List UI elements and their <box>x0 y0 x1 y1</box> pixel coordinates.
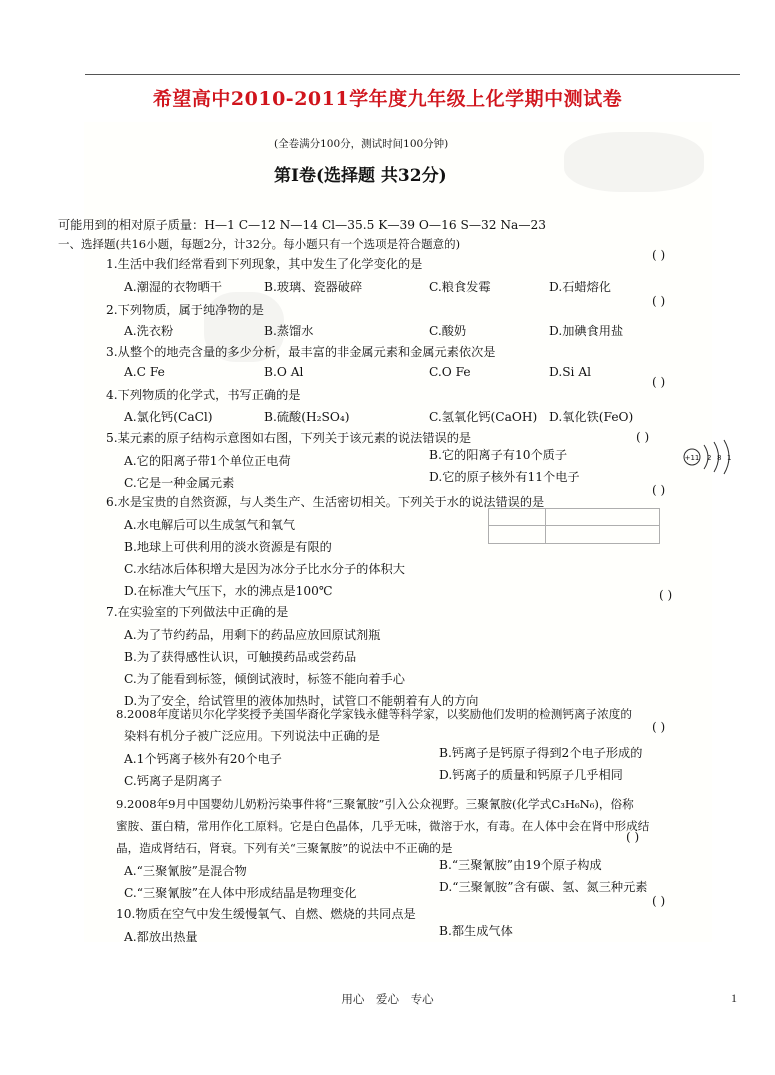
option: B.O Al <box>264 365 304 379</box>
option: A.1个钙离子核外有20个电子 <box>124 752 282 766</box>
option: C.“三聚氰胺”在人体中形成结晶是物理变化 <box>124 886 357 900</box>
option: D.钙离子的质量和钙原子几乎相同 <box>439 768 623 782</box>
shell-electrons: 8 <box>717 454 722 462</box>
exam-note: (全卷满分100分，测试时间100分钟) <box>274 138 449 150</box>
atomic-masses: 可能用到的相对原子质量：H—1 C—12 N—14 Cl—35.5 K—39 O—16 S—32 Na—23 <box>58 218 547 232</box>
option: C.粮食发霉 <box>429 280 491 294</box>
instructions: 一、选择题(共16小题，每题2分，计32分。每小题只有一个选项是符合题意的) <box>58 237 461 251</box>
option: B.地球上可供利用的淡水资源是有限的 <box>124 540 332 554</box>
answer-parens: ( ) <box>636 430 650 444</box>
question-stem: 1.生活中我们经常看到下列现象，其中发生了化学变化的是 <box>106 257 423 271</box>
option: B.钙离子是钙原子得到2个电子形成的 <box>439 746 643 760</box>
answer-parens: ( ) <box>652 720 666 734</box>
option: A.氯化钙(CaCl) <box>124 410 213 424</box>
question-stem: 8.2008年度诺贝尔化学奖授予美国华裔化学家钱永健等科学家，以奖励他们发明的检测钙离子浓度的 <box>116 707 632 721</box>
option: B.硫酸(H₂SO₄) <box>264 410 350 424</box>
option: C.它是一种金属元素 <box>124 476 235 490</box>
shell-electrons: 2 <box>707 454 712 462</box>
header-rule <box>85 74 740 75</box>
option: C.为了能看到标签，倾倒试液时，标签不能向着手心 <box>124 672 405 686</box>
faint-table <box>488 508 660 544</box>
option: C.水结冰后体积增大是因为冰分子比水分子的体积大 <box>124 562 405 576</box>
answer-parens: ( ) <box>652 483 666 497</box>
option: D.为了安全，给试管里的液体加热时，试管口不能朝着有人的方向 <box>124 694 479 708</box>
question-stem: 6.水是宝贵的自然资源，与人类生产、生活密切相关。下列关于水的说法错误的是 <box>106 495 545 509</box>
option: A.为了节约药品，用剩下的药品应放回原试剂瓶 <box>124 628 381 642</box>
option: D.“三聚氰胺”含有碳、氢、氮三种元素 <box>439 880 648 894</box>
question-stem: 3.从整个的地壳含量的多少分析，最丰富的非金属元素和金属元素依次是 <box>106 345 496 359</box>
question-stem-cont: 蜜胺、蛋白精，常用作化工原料。它是白色晶体，几乎无味，微溶于水，有毒。在人体中会在肾中形成结 <box>116 819 650 833</box>
page-title: 希望高中2010-2011学年度九年级上化学期中测试卷 <box>152 88 623 110</box>
option: D.Si Al <box>549 365 592 379</box>
question-stem: 9.2008年9月中国婴幼儿奶粉污染事件将“三聚氰胺”引入公众视野。三聚氰胺(化学式C₃H₆N₆)，俗称 <box>116 797 634 811</box>
option: C.钙离子是阴离子 <box>124 774 223 788</box>
question-stem-cont: 晶，造成肾结石，肾衰。下列有关“三聚氰胺”的说法中不正确的是 <box>116 841 453 855</box>
nucleus-charge: +11 <box>684 454 700 462</box>
option: D.在标准大气压下，水的沸点是100℃ <box>124 584 333 598</box>
option: B.它的阳离子有10个质子 <box>429 448 568 462</box>
option: C.酸奶 <box>429 324 467 338</box>
scan-smudge <box>564 132 704 192</box>
answer-parens: ( ) <box>652 294 666 308</box>
option: A.C Fe <box>124 365 165 379</box>
question-stem-cont: 染料有机分子被广泛应用。下列说法中正确的是 <box>124 729 380 743</box>
section-heading: 第Ⅰ卷(选择题 共32分) <box>274 166 447 186</box>
option: D.加碘食用盐 <box>549 324 624 338</box>
option: A.它的阳离子带1个单位正电荷 <box>124 454 291 468</box>
option: A.都放出热量 <box>124 930 198 944</box>
question-stem: 5.某元素的原子结构示意图如右图，下列关于该元素的说法错误的是 <box>106 431 472 445</box>
question-stem: 7.在实验室的下列做法中正确的是 <box>106 605 289 619</box>
option: C.氢氧化钙(CaOH) <box>429 410 538 424</box>
atom-structure-diagram <box>682 437 742 477</box>
answer-parens: ( ) <box>659 588 673 602</box>
option: B.玻璃、瓷器破碎 <box>264 280 363 294</box>
shell-electrons: 1 <box>727 454 732 462</box>
option: A.“三聚氰胺”是混合物 <box>124 864 247 878</box>
option: D.它的原子核外有11个电子 <box>429 470 580 484</box>
option: B.“三聚氰胺”由19个原子构成 <box>439 858 602 872</box>
option: A.水电解后可以生成氢气和氧气 <box>124 518 296 532</box>
question-stem: 2.下列物质，属于纯净物的是 <box>106 303 264 317</box>
answer-parens: ( ) <box>652 375 666 389</box>
option: A.潮湿的衣物晒干 <box>124 280 222 294</box>
answer-parens: ( ) <box>626 830 640 844</box>
scanned-exam-image <box>58 122 732 944</box>
page-number: 1 <box>731 991 737 1005</box>
option: B.为了获得感性认识，可触摸药品或尝药品 <box>124 650 357 664</box>
option: A.洗衣粉 <box>124 324 174 338</box>
option: C.O Fe <box>429 365 471 379</box>
question-stem: 4.下列物质的化学式，书写正确的是 <box>106 388 301 402</box>
answer-parens: ( ) <box>652 248 666 262</box>
question-stem: 10.物质在空气中发生缓慢氧气、自燃、燃烧的共同点是 <box>116 907 416 921</box>
footer-motto: 用心 爱心 专心 <box>341 992 434 1006</box>
option: B.蒸馏水 <box>264 324 314 338</box>
option: B.都生成气体 <box>439 924 513 938</box>
option: D.石蜡熔化 <box>549 280 611 294</box>
option: D.氧化铁(FeO) <box>549 410 634 424</box>
answer-parens: ( ) <box>652 894 666 908</box>
